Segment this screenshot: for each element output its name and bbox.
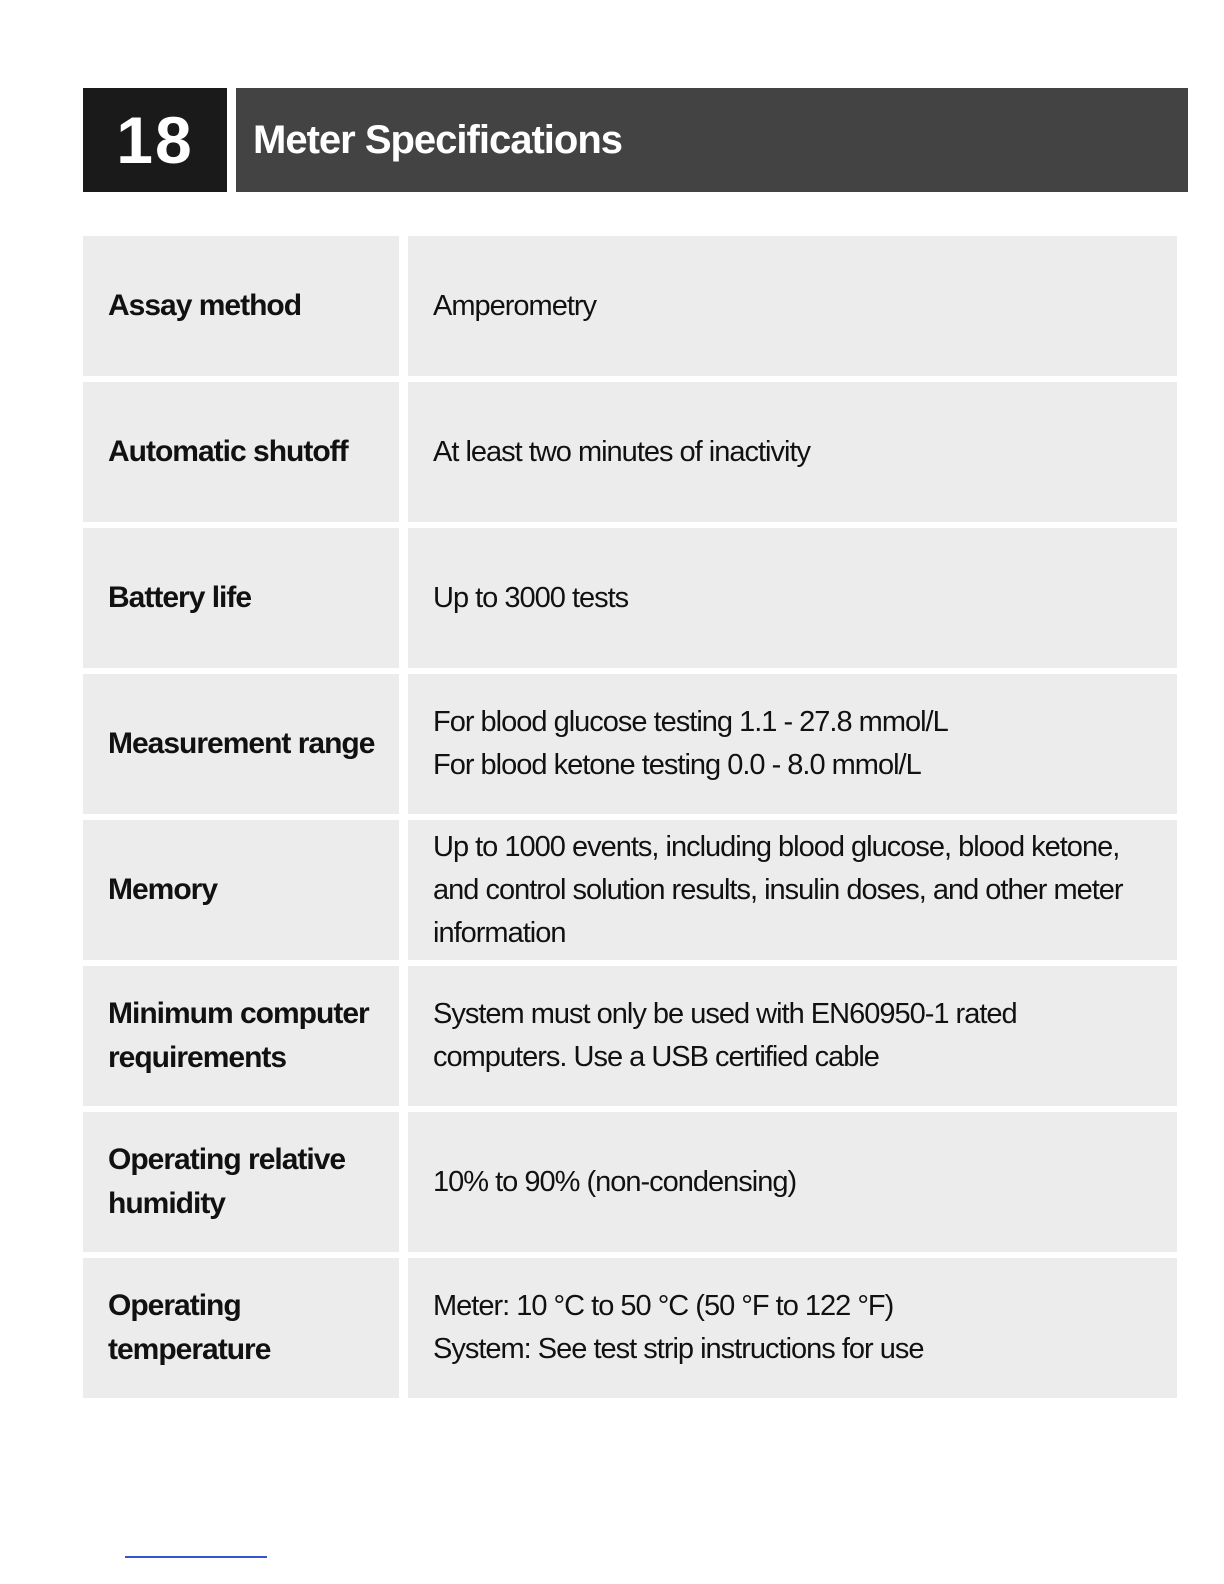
spec-value-line: System: See test strip instructions for use [433,1333,924,1365]
spec-value [408,528,1177,668]
spec-row-minimum-computer-requirements [83,966,1177,1106]
spec-label: Operating relative humidity [83,1112,399,1252]
spec-value-line: At least two minutes of inactivity [433,435,810,468]
spec-value-line: Up to 1000 events, including blood glucose, blood ketone, and control solution results, insulin doses, and other meter information [433,830,1123,949]
spec-value [408,236,1177,376]
spec-value-line: System must only be used with EN60950-1 rated computers. Use a USB certified cable [433,998,1017,1073]
spec-value-line: For blood glucose testing 1.1 - 27.8 mmol/L [433,706,948,738]
spec-row-battery-life [83,528,1177,668]
spec-value-line: Up to 3000 tests [433,581,629,614]
specifications-table [83,236,1177,1398]
spec-label: Assay method [83,236,399,376]
spec-row-measurement-range [83,674,1177,814]
spec-value [408,1112,1177,1252]
chapter-header [83,88,1188,192]
spec-row-automatic-shutoff [83,382,1177,522]
spec-value-line: Meter: 10 °C to 50 °C (50 °F to 122 °F) [433,1290,894,1322]
footer-divider [125,1556,267,1558]
spec-row-operating-relative-humidity [83,1112,1177,1252]
chapter-title: Meter Specifications [236,88,1188,192]
spec-value-line: For blood ketone testing 0.0 - 8.0 mmol/L [433,749,921,781]
spec-label: Battery life [83,528,399,668]
spec-label: Automatic shutoff [83,382,399,522]
spec-value [408,966,1177,1106]
spec-value [408,1258,1177,1398]
spec-value [408,820,1177,960]
spec-row-memory [83,820,1177,960]
spec-label: Memory [83,820,399,960]
spec-label: Operating temperature [83,1258,399,1398]
spec-value-line: Amperometry [433,289,597,322]
spec-row-assay-method [83,236,1177,376]
spec-value [408,382,1177,522]
spec-label: Measurement range [83,674,399,814]
spec-value-line: 10% to 90% (non-condensing) [433,1165,797,1198]
spec-row-operating-temperature [83,1258,1177,1398]
spec-label: Minimum computer requirements [83,966,399,1106]
chapter-number: 18 [83,88,227,192]
spec-value [408,674,1177,814]
